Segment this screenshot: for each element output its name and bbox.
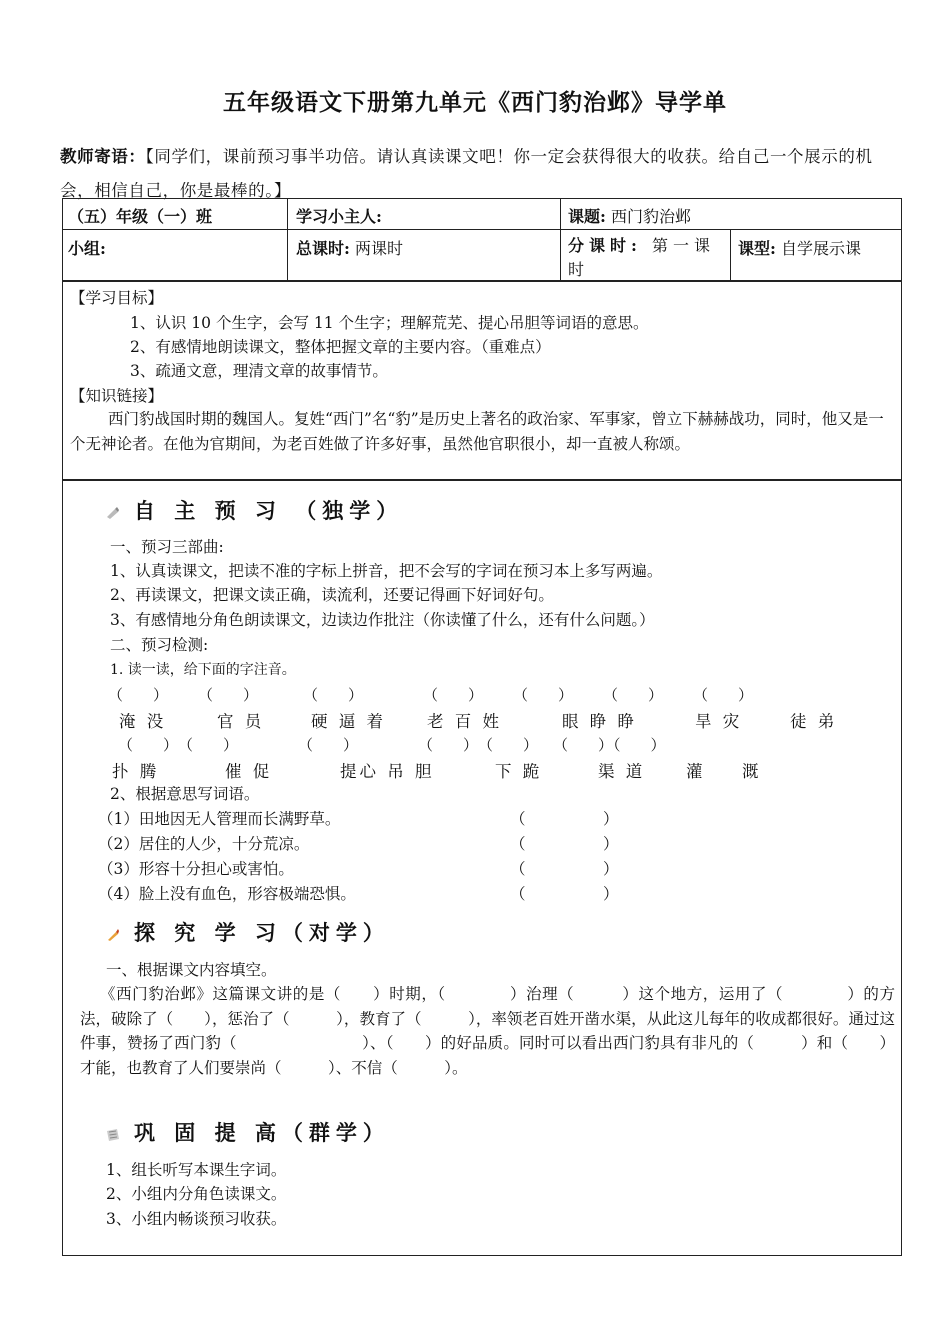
section-consolidate-heading: 巩 固 提 高（群学） [106, 1117, 390, 1147]
word: 扑 腾 [112, 762, 160, 781]
pinyin-blanks-row1: （ ） （ ） （ ） （ ） （ ） （ ） （ ） [108, 686, 754, 704]
total-periods: 总课时: 两课时 [296, 239, 404, 258]
answer-blank: （ ） [510, 885, 619, 903]
teacher-message-text: 【同学们，课前预习事半功倍。请认真读课文吧！你一定会获得很大的收获。给自己一个展示的机会，相信自己，你是最棒的。】 [60, 147, 873, 200]
fill-title: 一、根据课文内容填空。 [106, 961, 277, 979]
goals-heading: 【学习目标】 [70, 289, 164, 307]
word: 下 跪 [495, 762, 543, 781]
topic: 课题: 西门豹治邺 [568, 207, 692, 226]
knowledge-text: 西门豹战国时期的魏国人。复姓“西门”名“豹”是历史上著名的政治家、军事家，曾立下赫赫战功，同时，他又是一个无神论者。在他为官期间，为老百姓做了许多好事，虽然他官职很小，却一直被人称颂。 [70, 410, 884, 453]
word: 旱 灾 [695, 712, 743, 731]
section-self-study-heading: 自 主 预 习 （独学） [106, 495, 403, 525]
goal-item: 2、有感情地朗读课文，整体把握文章的主要内容。（重难点） [130, 338, 551, 356]
answer-blank: （ ） [510, 835, 619, 853]
word: 官 员 [217, 712, 265, 731]
section-explore-heading: 探 究 学 习（对学） [106, 917, 390, 947]
teacher-message-label: 教师寄语： [60, 147, 146, 166]
step-item: 2、再读课文，把课文读正确，读流利，还要记得画下好词好句。 [110, 586, 554, 604]
group-label: 小组: [68, 239, 106, 258]
page-title: 五年级语文下册第九单元《西门豹治邺》导学单 [223, 89, 727, 116]
consolidate-item: 2、小组内分角色读课文。 [106, 1185, 287, 1203]
step-item: 3、有感情地分角色朗读课文，边读边作批注（你读懂了什么，还有什么问题。） [110, 611, 655, 629]
fill-in-text: 《西门豹治邺》这篇课文讲的是（ ）时期，（ ）治理（ ）这个地方，运用了（ ）的方法，破除了（ ），惩治了（ ），教育了（ ），率领老百姓开凿水渠，从此这儿每年的收成都很好。通过这件事，赞扬了西门豹（ ）、（ ）的好品质。同时可以看出西门豹具有非凡的（ ）和（ ）才能，也教育了人们要崇尚（ ）、不信（ ）。 [80, 985, 895, 1077]
answer-blank: （ ） [510, 810, 619, 828]
word: 灌 [686, 762, 706, 781]
q1-title: 1. 读一读，给下面的字注音。 [110, 662, 296, 678]
class-label: （五）年级（一）班 [68, 207, 213, 226]
brush-icon [106, 928, 120, 942]
lesson-type: 课型: 自学展示课 [738, 239, 862, 258]
part1-title: 一、预习三部曲: [110, 538, 224, 556]
word: 眼 睁 睁 [562, 712, 637, 731]
answer-blank: （ ） [510, 860, 619, 878]
part2-title: 二、预习检测: [110, 636, 209, 654]
word: 淹 没 [119, 712, 167, 731]
q2-title: 2、根据意思写词语。 [110, 785, 260, 803]
step-item: 1、认真读课文，把读不准的字标上拼音，把不会写的字词在预习本上多写两遍。 [110, 562, 663, 580]
word: 催 促 [225, 762, 273, 781]
word: 溉 [742, 762, 762, 781]
pinyin-blanks-row2: （ ） （ ） （ ） （ ） （ ） （ ）（ ） [118, 736, 666, 754]
notebook-icon [106, 1128, 120, 1142]
sub-periods: 分课时: 第一课时 [568, 236, 716, 279]
meaning-item: （3）形容十分担心或害怕。 [98, 860, 294, 878]
word: 徒 弟 [790, 712, 838, 731]
consolidate-item: 1、组长听写本课生字词。 [106, 1161, 287, 1179]
meaning-item: （4）脸上没有血色，形容极端恐惧。 [98, 885, 356, 903]
knowledge-heading: 【知识链接】 [70, 387, 164, 405]
word: 提心 吊 胆 [340, 762, 435, 781]
word: 渠 道 [598, 762, 646, 781]
word: 硬 逼 着 [311, 712, 386, 731]
pencil-icon [106, 506, 120, 520]
word: 老 百 姓 [427, 712, 502, 731]
goal-item: 3、疏通文意，理清文章的故事情节。 [130, 362, 388, 380]
host-label: 学习小主人: [296, 207, 382, 226]
meaning-item: （1）田地因无人管理而长满野草。 [98, 810, 341, 828]
consolidate-item: 3、小组内畅谈预习收获。 [106, 1210, 287, 1228]
goal-item: 1、认识 10 个生字，会写 11 个生字；理解荒芜、提心吊胆等词语的意思。 [130, 314, 649, 332]
meaning-item: （2）居住的人少，十分荒凉。 [98, 835, 310, 853]
